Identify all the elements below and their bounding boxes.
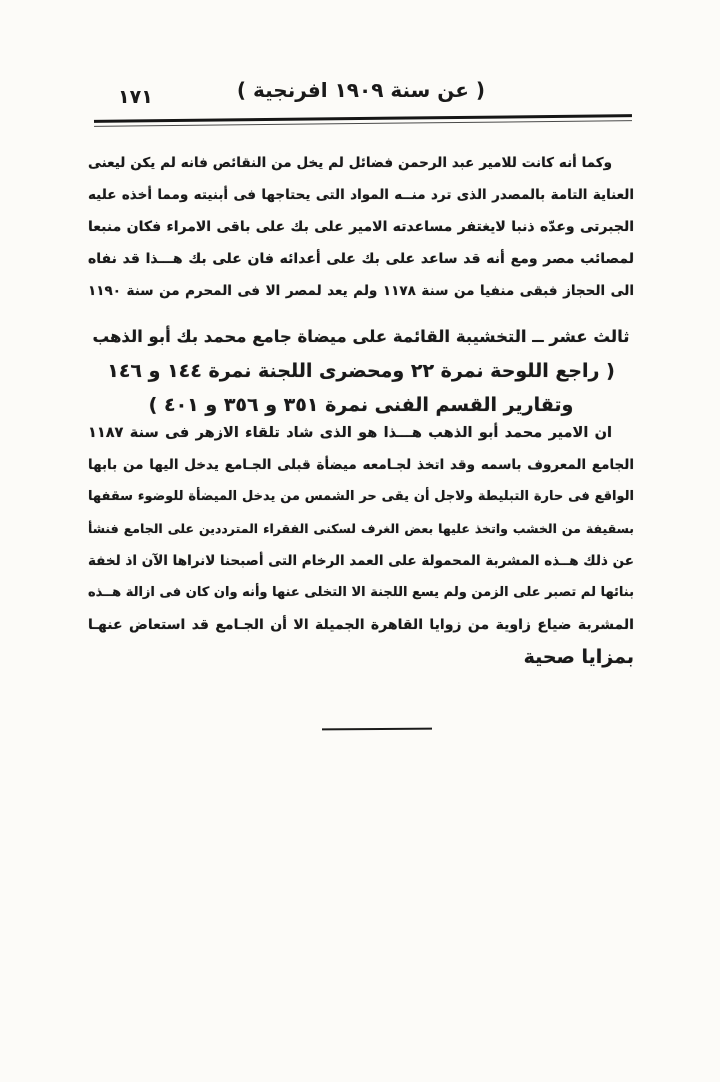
page-number: ١٧١ xyxy=(118,86,153,108)
header-rule xyxy=(94,114,632,127)
section-title: ثالث عشر ــ التخشيبة القائمة على ميضاة جامع محمد بك أبو الذهب xyxy=(92,327,630,346)
paragraph-1 xyxy=(88,147,634,307)
text-line: عن ذلك هــذه المشربة المحمولة على العمد الرخام التى أصبحنا لانراها الآن اذ لخفة xyxy=(88,553,634,569)
text-line: ان الامير محمد أبو الذهب هـــذا هو الذى شاد تلقاء الازهر فى سنة ١١٨٧ xyxy=(88,425,612,441)
text-line: العناية التامة بالمصدر الذى ترد منــه المواد التى يحتاجها فى أبنيته ومما أخذه عليه xyxy=(88,187,634,203)
paragraph-2 xyxy=(88,417,634,673)
text-line: وكما أنه كانت للامير عبد الرحمن فضائل لم يخل من النقائص فانه لم يكن ليعنى xyxy=(88,155,612,171)
section-heading xyxy=(88,320,634,422)
text-line: بمزايا صحية xyxy=(523,646,634,668)
text-line: الجامع المعروف باسمه وقد اتخذ لجـامعه ميضأة قبلى الجـامع يدخل اليها من بابها xyxy=(88,457,634,473)
section-reference-line: ( راجع اللوحة نمرة ٢٢ ومحضرى اللجنة نمرة ١٤٤ و ١٤٦ xyxy=(107,360,615,382)
text-line: لمصائب مصر ومع أنه قد ساعد على بك على أعدائه فان على بك هـــذا قد نفاه xyxy=(88,251,634,267)
text-line: بنائها لم تصبر على الزمن ولم يسع اللجنة الا التخلى عنها وأنه وان كان فى ازالة هــذه xyxy=(88,585,634,600)
text-line: بسقيفة من الخشب واتخذ عليها بعض الغرف لسكنى الفقراء المترددين على الجامع فنشأ xyxy=(88,521,634,536)
text-line: الجبرتى وعدّه ذنبا لايغتفر مساعدته الامير على بك على باقى الامراء فكان منبعا xyxy=(88,219,634,235)
end-of-section-divider xyxy=(322,728,432,731)
section-reference-line: وتقارير القسم الفنى نمرة ٣٥١ و ٣٥٦ و ٤٠١ ) xyxy=(148,394,574,416)
text-line: المشربة ضياع زاوية من زوايا القاهرة الجميلة الا أن الجـامع قد استعاض عنهـا xyxy=(88,617,634,633)
text-line: الى الحجاز فبقى منفيا من سنة ١١٧٨ ولم يعد لمصر الا فى المحرم من سنة ١١٩٠ xyxy=(88,283,634,299)
text-line: الواقع فى حارة التبليطة ولاجل أن يقى حر الشمس من يدخل الميضأة للوضوء سقفها xyxy=(88,489,634,504)
running-header: ( عن سنة ١٩٠٩ افرنجية ) xyxy=(236,78,486,102)
